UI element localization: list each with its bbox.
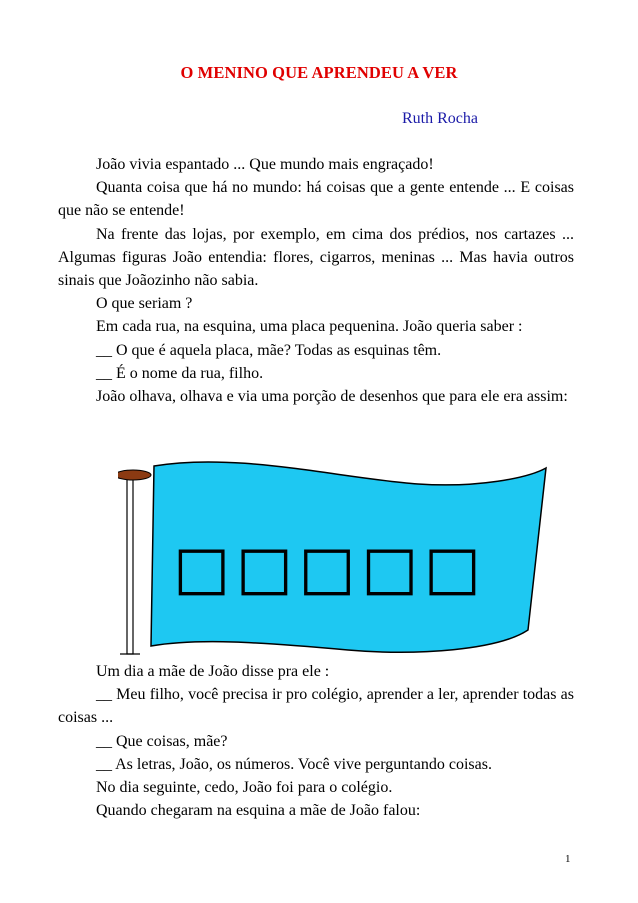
flag-placeholder-glyphs: □□□□□: [173, 533, 487, 603]
page-number: 1: [565, 853, 571, 865]
paragraph: João vivia espantado ... Que mundo mais engraçado!: [96, 156, 434, 173]
paragraph: O que seriam ?: [96, 295, 193, 313]
paragraph: __ Que coisas, mãe?: [96, 732, 228, 750]
flag-pole-cap: [118, 470, 151, 480]
paragraph: No dia seguinte, cedo, João foi para o colégio.: [96, 779, 393, 797]
text-block-top: [58, 153, 574, 408]
author-name: Ruth Rocha: [402, 110, 478, 127]
street-sign-flag-illustration: [118, 458, 548, 658]
paragraph: __ O que é aquela placa, mãe? Todas as esquinas têm.: [96, 341, 442, 359]
paragraph: __ As letras, João, os números. Você vive perguntando coisas.: [96, 755, 492, 773]
paragraph: Um dia a mãe de João disse pra ele :: [96, 663, 330, 680]
paragraph: Em cada rua, na esquina, uma placa pequenina. João queria saber :: [96, 318, 523, 336]
page-title: O MENINO QUE APRENDEU A VER: [180, 63, 458, 82]
paragraph: __ Meu filho, você precisa ir pro colégio, aprender a ler, aprender todas as coisas ...: [58, 686, 574, 727]
paragraph: Na frente das lojas, por exemplo, em cima dos prédios, nos cartazes ... Algumas figuras João entendia: flores, cigarros, meninas ... Mas havia outros sinais que Joãozinho não sabia.: [58, 225, 574, 290]
flag-pole: [127, 476, 133, 654]
paragraph: Quando chegaram na esquina a mãe de João falou:: [96, 802, 421, 820]
text-block-bottom: [58, 660, 574, 822]
paragraph: __ É o nome da rua, filho.: [96, 364, 264, 382]
paragraph: Quanta coisa que há no mundo: há coisas que a gente entende ... E coisas que não se entende!: [58, 179, 574, 220]
paragraph: João olhava, olhava e via uma porção de desenhos que para ele era assim:: [96, 388, 568, 406]
